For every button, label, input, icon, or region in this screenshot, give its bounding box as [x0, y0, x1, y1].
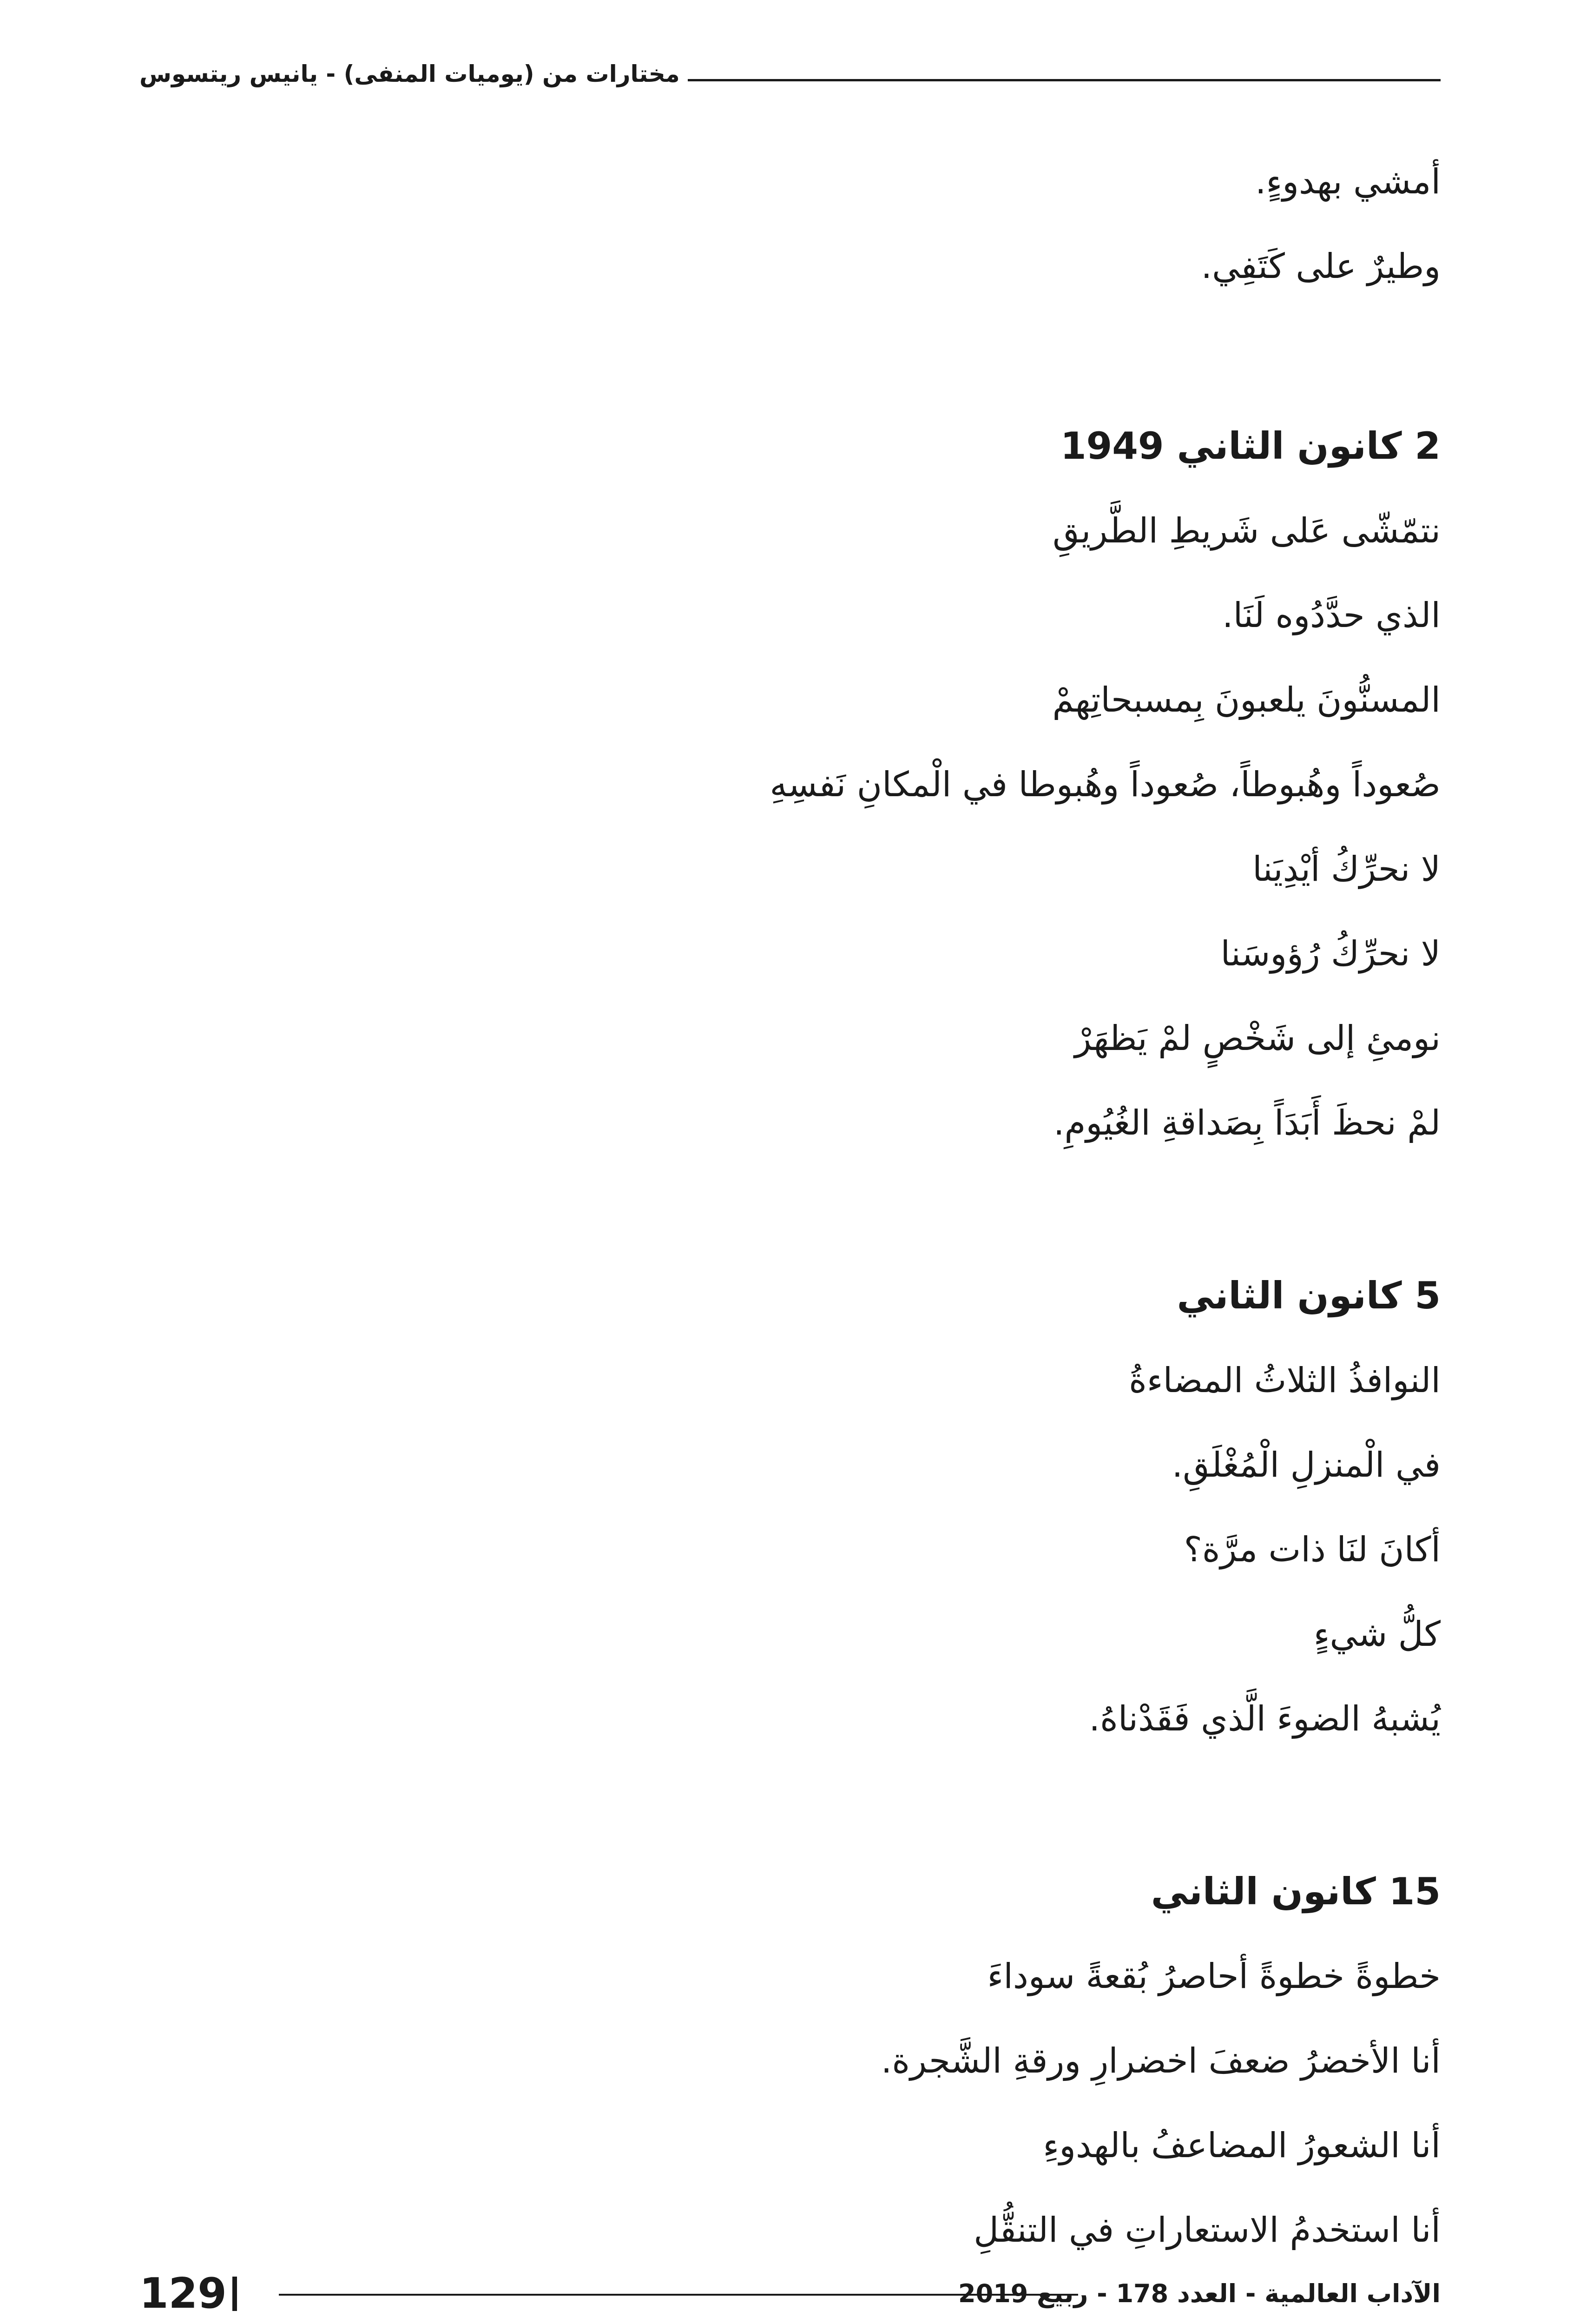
stanza-spacer	[232, 309, 1441, 404]
stanza-spacer	[232, 1761, 1441, 1849]
poem-line: صُعوداً وهُبوطاً، صُعوداً وهُبوطا في الْمكانِ نَفسِهِ	[770, 765, 1441, 805]
header-rule	[688, 79, 1441, 81]
page-number-bar	[232, 2277, 237, 2311]
entry-date: 5 كانون الثاني	[1177, 1274, 1441, 1317]
poem-line: نومئِ إلى شَخْصٍ لمْ يَظهَرْ	[1074, 1018, 1441, 1058]
poem-line: أنا الأخضرُ ضعفَ اخضرارِ ورقةِ الشَّجرة.	[881, 2041, 1441, 2081]
poem-line: لا نحرِّكُ رُؤوسَنا	[1220, 934, 1441, 974]
stanza-spacer	[232, 1165, 1441, 1254]
intro-stanza	[232, 139, 1441, 309]
entry-date: 2 كانون الثاني 1949	[1060, 424, 1441, 468]
poem-line: لا نحرِّكُ أيْدِيَنا	[1252, 849, 1441, 889]
poem-line: نتمّشّى عَلى شَريطِ الطَّريقِ	[1053, 511, 1441, 551]
running-footer	[139, 2268, 1441, 2319]
poem-line: في الْمنزلِ الْمُغْلَقِ.	[1172, 1445, 1441, 1485]
diary-entry	[232, 1254, 1441, 1761]
poem-line: أمشي بهدوءٍ.	[1255, 162, 1441, 202]
poem-line: المسنُّونَ يلعبونَ بِمسبحاتِهمْ	[1052, 680, 1441, 720]
diary-entry	[232, 404, 1441, 1165]
poem-line: خطوةً خطوةً أحاصرُ بُقعةً سوداءَ	[987, 1956, 1441, 1996]
poem-line: لمْ نحظَ أَبَدَاً بِصَداقةِ الغُيُومِ.	[1053, 1103, 1441, 1143]
diary-entry	[232, 1849, 1441, 2272]
journal-issue: الآداب العالمية - العدد 178 - ربيع 2019	[958, 2279, 1441, 2308]
poem-line: كلُّ شيءٍ	[1313, 1614, 1441, 1654]
poem-line: وطيرٌ على كَتَفِي.	[1201, 246, 1441, 286]
page-number: 129	[139, 2269, 227, 2318]
poem-body	[232, 139, 1441, 2272]
entry-date: 15 كانون الثاني	[1151, 1870, 1441, 1913]
running-header	[139, 56, 1441, 102]
poem-line: أنا الشعورُ المضاعفُ بالهدوءِ	[1043, 2126, 1441, 2166]
poem-line: أكانَ لنَا ذات مرَّة؟	[1184, 1530, 1441, 1570]
poem-line: النوافذُ الثلاثُ المضاءةُ	[1129, 1360, 1441, 1400]
poem-line: الذي حدَّدُوه لَنَا.	[1222, 595, 1441, 635]
poem-line: يُشبهُ الضوءَ الَّذي فَقَدْناهُ.	[1089, 1699, 1441, 1739]
header-title: مختارات من (يوميات المنفى) - يانيس ريتسوس	[139, 60, 680, 87]
poem-line: أنا استخدمُ الاستعاراتِ في التنقُّلِ	[974, 2210, 1441, 2250]
